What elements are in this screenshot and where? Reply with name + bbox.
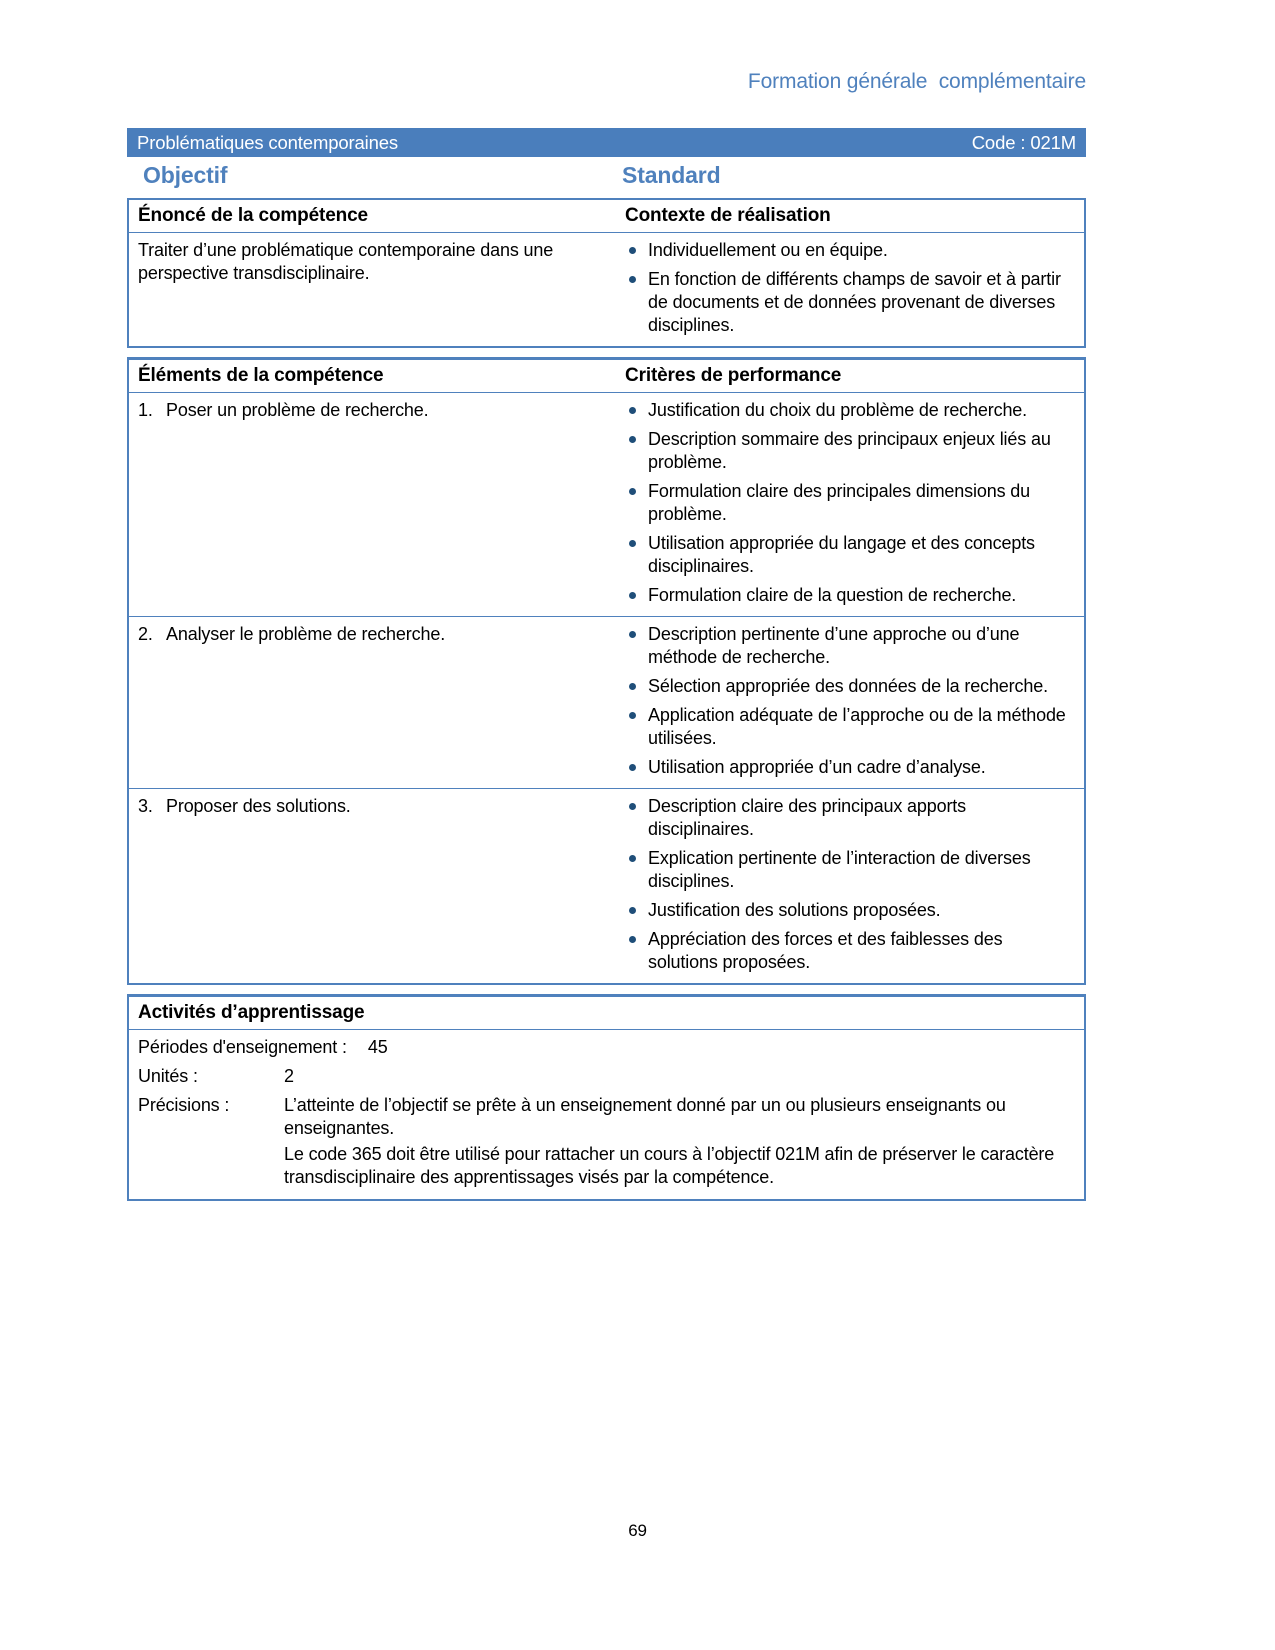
element-text: Proposer des solutions. (166, 796, 351, 816)
unites-row (138, 1065, 1075, 1088)
bullet-item: Description claire des principaux apports disciplinaires. (622, 795, 1074, 841)
section-header: Formation générale complémentaire (747, 70, 1086, 93)
enonce-header: Énoncé de la compétence (138, 205, 368, 226)
elements-table (127, 357, 1086, 985)
activites-body (129, 1030, 1084, 1199)
criteres-cell (616, 617, 1084, 788)
criteres-header: Critères de performance (625, 365, 842, 386)
table-row (129, 393, 1084, 616)
unites-label: Unités : (138, 1066, 198, 1086)
activites-header: Activités d’apprentissage (129, 997, 1084, 1030)
objectif-heading: Objectif (143, 162, 228, 188)
periodes-row (138, 1036, 1075, 1059)
column-headings (127, 162, 1086, 189)
course-code: Code : 021M (971, 131, 1076, 153)
bullet-item: Utilisation appropriée du langage et des concepts disciplinaires. (622, 532, 1074, 578)
bullet-item: En fonction de différents champs de savoir et à partir de documents et de données provenant de diverses disciplines. (622, 268, 1074, 337)
criteres-cell (616, 393, 1084, 616)
bullet-item: Formulation claire de la question de recherche. (622, 584, 1074, 607)
elements-table-header (129, 360, 1084, 393)
bullet-item: Formulation claire des principales dimensions du problème. (622, 480, 1074, 526)
contexte-cell (616, 233, 1084, 346)
table-row (129, 616, 1084, 788)
page-number: 69 (628, 1521, 647, 1540)
unites-value: 2 (284, 1066, 294, 1086)
bullet-item: Sélection appropriée des données de la recherche. (622, 675, 1074, 698)
course-title: Problématiques contemporaines (137, 131, 398, 153)
criteres-list (622, 399, 1074, 607)
element-text: Poser un problème de recherche. (166, 400, 429, 420)
bullet-item: Utilisation appropriée d’un cadre d’analyse. (622, 756, 1074, 779)
periodes-label: Périodes d'enseignement : (138, 1037, 347, 1057)
element-number: 2. (138, 624, 153, 644)
competence-table-body (129, 233, 1084, 346)
elements-header: Éléments de la compétence (138, 365, 384, 386)
bullet-item: Application adéquate de l’approche ou de la méthode utilisées. (622, 704, 1074, 750)
element-text: Analyser le problème de recherche. (166, 624, 446, 644)
element-number: 3. (138, 796, 153, 816)
precisions-text (284, 1094, 1075, 1189)
criteres-cell (616, 789, 1084, 983)
competence-table (127, 198, 1086, 348)
bullet-item: Description sommaire des principaux enjeux liés au problème. (622, 428, 1074, 474)
bullet-item: Appréciation des forces et des faiblesses des solutions proposées. (622, 928, 1074, 974)
table-row (129, 788, 1084, 983)
bullet-item: Justification du choix du problème de recherche. (622, 399, 1074, 422)
course-title-bar (127, 128, 1086, 157)
enonce-text: Traiter d’une problématique contemporaine dans une perspective transdisciplinaire. (138, 240, 554, 283)
contexte-header: Contexte de réalisation (625, 205, 831, 226)
element-number: 1. (138, 400, 153, 420)
competence-table-header (129, 200, 1084, 233)
element-item (138, 399, 558, 422)
criteres-list (622, 623, 1074, 779)
activites-table (127, 994, 1086, 1201)
element-cell (129, 789, 616, 983)
precisions-paragraph: L’atteinte de l’objectif se prête à un enseignement donné par un ou plusieurs enseignants ou enseignantes. (284, 1095, 1006, 1138)
precisions-paragraph: Le code 365 doit être utilisé pour rattacher un cours à l’objectif 021M afin de préserver le caractère transdisciplinaire des apprentissages visés par la compétence. (284, 1144, 1055, 1187)
element-item (138, 795, 558, 818)
criteres-list (622, 795, 1074, 974)
precisions-label: Précisions : (138, 1095, 230, 1115)
periodes-value: 45 (367, 1037, 388, 1057)
bullet-item: Explication pertinente de l’interaction de diverses disciplines. (622, 847, 1074, 893)
bullet-item: Description pertinente d’une approche ou d’une méthode de recherche. (622, 623, 1074, 669)
precisions-row (138, 1094, 1075, 1189)
page-content (127, 0, 1086, 1201)
element-item (138, 623, 558, 646)
element-cell (129, 617, 616, 788)
standard-heading: Standard (622, 162, 721, 188)
bullet-item: Individuellement ou en équipe. (622, 239, 1074, 262)
contexte-bullets (622, 239, 1074, 337)
element-cell (129, 393, 616, 616)
bullet-item: Justification des solutions proposées. (622, 899, 1074, 922)
